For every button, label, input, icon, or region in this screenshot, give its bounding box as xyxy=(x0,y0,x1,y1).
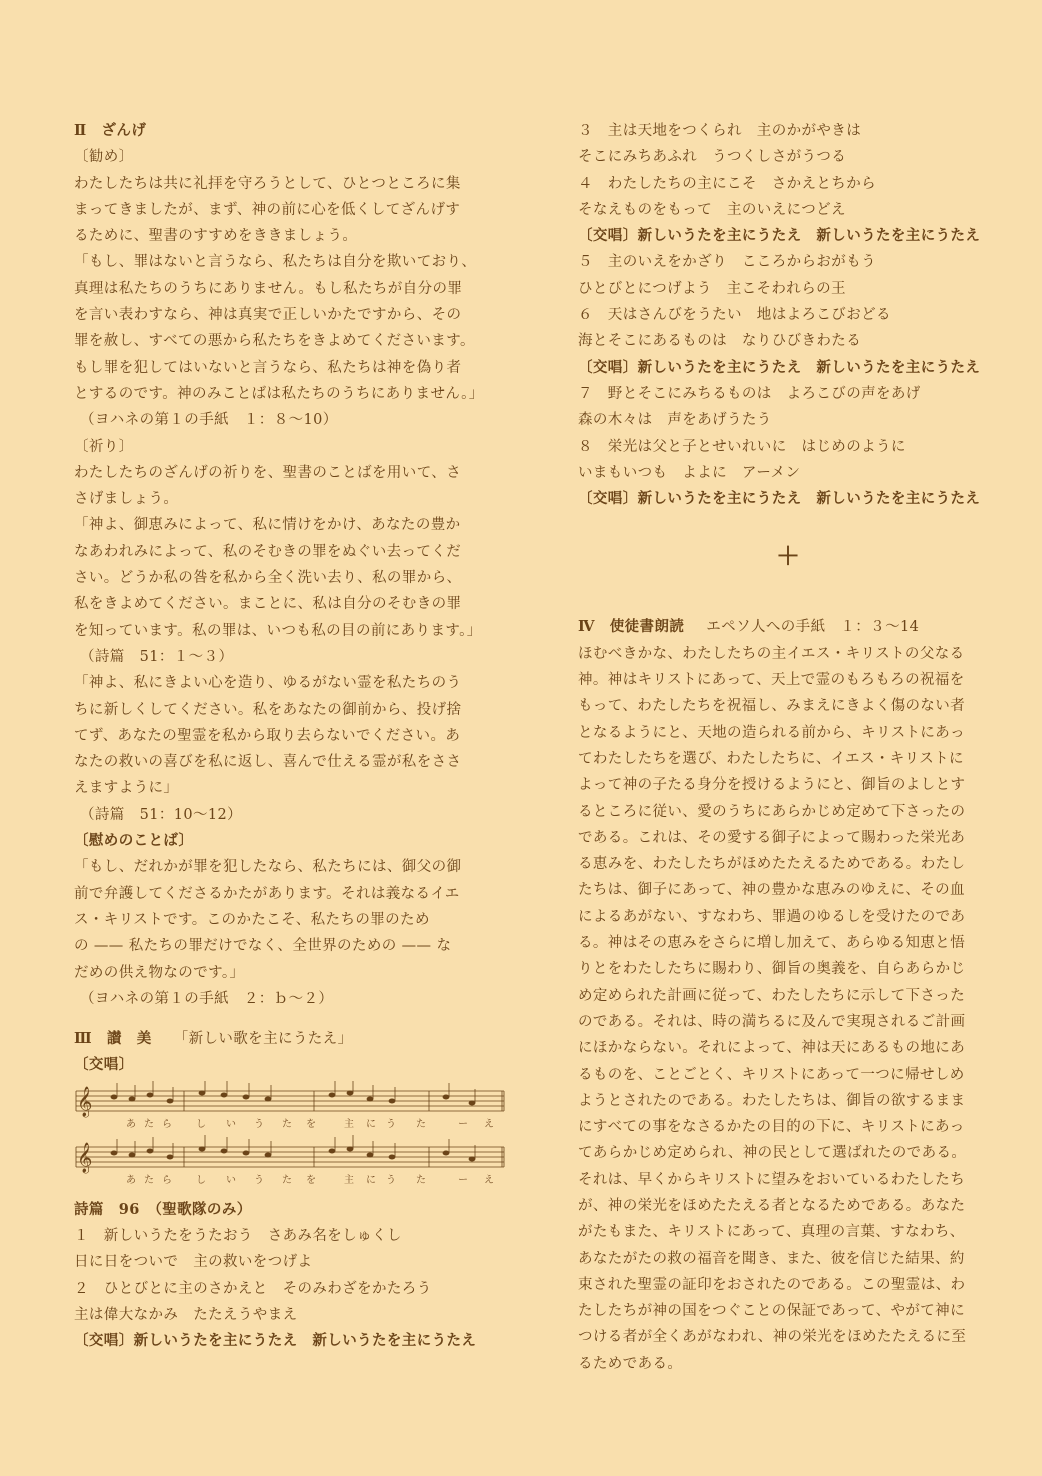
verse-line: ８ 栄光は父と子とせいれいに はじめのように xyxy=(578,438,906,455)
staff-2 xyxy=(76,1135,504,1174)
note-head xyxy=(443,1150,450,1155)
note-head xyxy=(389,1154,396,1159)
note-head xyxy=(243,1150,250,1155)
text-line: 私をきよめてください。まことに、私は自分のそむきの罪 xyxy=(74,596,462,613)
text-line: 神。神はキリストにあって、天上で霊のもろもろの祝福を xyxy=(578,672,965,689)
section-4-title: Ⅳ 使徒書朗読 xyxy=(578,618,685,636)
scripture-quote-3 xyxy=(74,670,514,801)
section-2-heading: Ⅱ ざんげ xyxy=(74,122,147,139)
psalm-verses-5-6 xyxy=(578,249,1018,354)
text-line: てず、あなたの聖霊を私から取り去らないでください。あ xyxy=(74,727,461,744)
lyric-syllable: う xyxy=(254,1174,264,1186)
psalm-verses xyxy=(74,1223,514,1328)
note-head xyxy=(443,1094,450,1099)
note-head xyxy=(329,1148,336,1153)
text-line: もって、わたしたちを祝福し、みまえにきよく傷のない者 xyxy=(578,698,966,715)
lyric-syllable: う xyxy=(386,1118,396,1130)
lyric-syllable: に xyxy=(366,1118,376,1130)
text-line: よって神の子たる身分を授けるようにと、御旨のよしとす xyxy=(578,777,966,794)
note-head xyxy=(147,1092,154,1097)
text-line: だめの供え物なのです。」 xyxy=(74,964,245,981)
note-head xyxy=(199,1146,206,1151)
text-line: とするのです。神のみことばは私たちのうちにありません。」 xyxy=(74,385,484,402)
note-head xyxy=(367,1096,374,1101)
scripture-quote-1 xyxy=(74,249,514,407)
note-head xyxy=(265,1152,272,1157)
text-line: 束された聖霊の証印をおされたのである。この聖霊は、わ xyxy=(578,1276,966,1293)
text-line: にほかならない。それによって、神は天にあるもの地にあ xyxy=(578,1040,966,1057)
treble-clef-icon: 𝄞 xyxy=(77,1086,93,1117)
note-head xyxy=(221,1092,228,1097)
note-head xyxy=(199,1090,206,1095)
treble-clef-icon: 𝄞 xyxy=(77,1142,93,1173)
text-line: ほむべきかな、わたしたちの主イエス・キリストの父なる xyxy=(578,645,965,662)
text-line: 「神よ、私にきよい心を造り、ゆるがない霊を私たちのう xyxy=(74,675,462,692)
verse-line: そこにみちあふれ うつくしさがうつる xyxy=(578,149,847,166)
note-head xyxy=(329,1092,336,1097)
lyric-syllable: に xyxy=(366,1174,376,1186)
lyric-syllable: あ xyxy=(126,1118,136,1130)
refrain-line: 〔交唱〕新しいうたを主にうたえ 新しいうたを主にうたえ xyxy=(74,1332,477,1350)
left-column xyxy=(74,118,514,1354)
lyric-syllable: ー xyxy=(458,1174,468,1186)
text-line: ちに新しくしてください。私をあなたの御前から、投げ捨 xyxy=(74,701,462,718)
lyric-syllable: 主 xyxy=(344,1118,354,1130)
text-line: わたしたちのざんげの祈りを、聖書のことばを用いて、さ xyxy=(74,464,462,481)
text-line: がたもまた、キリストにあって、真理の言葉、すなわち、 xyxy=(578,1224,965,1241)
lyrics-row-1 xyxy=(126,1118,494,1130)
subheading-koushou: 〔交唱〕 xyxy=(74,1056,134,1074)
staff-1 xyxy=(76,1081,504,1118)
verse-line: そなえものをもって 主のいえにつどえ xyxy=(578,201,846,218)
scripture-quote-4 xyxy=(74,854,514,985)
text-line: 「もし、罪はないと言うなら、私たちは自分を欺いており、 xyxy=(74,254,477,271)
text-line: め定められた計画に従って、わたしたちに示して下さった xyxy=(578,987,966,1004)
text-line: るところに従い、愛のうちにあらかじめ定めて下さったの xyxy=(578,803,966,820)
text-line: たちは、御子にあって、神の豊かな恵みのゆえに、その血 xyxy=(578,882,965,899)
note-head xyxy=(221,1148,228,1153)
text-line: 真理は私たちのうちにありません。もし私たちが自分の罪 xyxy=(74,280,463,297)
text-line: にすべての事をなさるかたの目的の下に、キリストにあっ xyxy=(578,1119,965,1136)
note-head xyxy=(147,1148,154,1153)
section-3-title: Ⅲ 讃 美 xyxy=(74,1030,152,1048)
psalm-verses-7-8 xyxy=(578,381,1018,486)
subheading-nagusame: 〔慰めのことば〕 xyxy=(74,832,194,850)
text-line: 「神よ、御恵みによって、私に情けをかけ、あなたの豊か xyxy=(74,517,461,534)
verse-line: 森の木々は 声をあげうたう xyxy=(578,412,772,429)
note-head xyxy=(265,1096,272,1101)
lyric-syllable: し xyxy=(196,1174,206,1186)
verse-line: ４ わたしたちの主にこそ さかえとちから xyxy=(578,175,876,192)
music-notation xyxy=(74,1081,514,1191)
text-line: るためである。 xyxy=(578,1355,683,1372)
exhortation-paragraph xyxy=(74,171,514,250)
music-score xyxy=(74,1081,514,1191)
hymn-title: 「新しい歌を主にうたえ」 xyxy=(173,1031,353,1048)
refrain-line: 〔交唱〕新しいうたを主にうたえ 新しいうたを主にうたえ xyxy=(578,227,981,245)
psalm-verses-3-4 xyxy=(578,118,1018,223)
note-head xyxy=(469,1156,476,1161)
text-line: を言い表わすなら、神は真実で正しいかたですから、その xyxy=(74,307,462,324)
lyric-syllable: た xyxy=(416,1174,426,1186)
text-line: さげましょう。 xyxy=(74,491,179,508)
note-head xyxy=(111,1094,118,1099)
note-head xyxy=(389,1098,396,1103)
text-line: るものを、ことごとく、キリストにあって一つに帰せしめ xyxy=(578,1066,965,1083)
verse-line: 海とそこにあるものは なりひびきわたる xyxy=(578,333,862,350)
lyric-syllable: ら xyxy=(162,1118,172,1130)
lyric-syllable: え xyxy=(484,1174,494,1186)
text-line: つける者が全くあがなわれ、神の栄光をほめたたえるに至 xyxy=(578,1329,967,1346)
scripture-reference-1: （ヨハネの第１の手紙 １：８～10） xyxy=(80,412,338,429)
lyric-syllable: い xyxy=(226,1118,236,1130)
verse-line: 日に日をついで 主の救いをつげよ xyxy=(74,1254,313,1271)
lyric-syllable: う xyxy=(254,1118,264,1130)
refrain-line: 〔交唱〕新しいうたを主にうたえ 新しいうたを主にうたえ xyxy=(578,490,981,508)
text-line: てあらかじめ定められ、神の民として選ばれたのである。 xyxy=(578,1145,967,1162)
note-head xyxy=(167,1098,174,1103)
lyric-syllable: ら xyxy=(162,1174,172,1186)
lyric-syllable: い xyxy=(226,1174,236,1186)
lyrics-row-2 xyxy=(126,1174,494,1186)
text-line: まってきましたが、まず、神の前に心を低くしてざんげす xyxy=(74,201,461,218)
note-head xyxy=(129,1096,136,1101)
scripture-reference-4: （ヨハネの第１の手紙 ２：ｂ～２） xyxy=(80,990,334,1007)
text-line: てわたしたちを選び、わたしたちに、イエス・キリストに xyxy=(578,750,964,767)
text-line: るために、聖書のすすめをききましょう。 xyxy=(74,228,358,245)
text-line: の —— 私たちの罪だけでなく、全世界のための —— な xyxy=(74,938,452,955)
section-4-heading xyxy=(578,614,1018,640)
lyric-syllable: た xyxy=(144,1174,154,1186)
scripture-reference-2: （詩篇 51：１～３） xyxy=(80,648,234,665)
verse-line: １ 新しいうたをうたおう さあみ名をしゅくし xyxy=(74,1227,402,1244)
note-head xyxy=(167,1154,174,1159)
text-line: 「もし、だれかが罪を犯したなら、私たちには、御父の御 xyxy=(74,859,462,876)
lyric-syllable: あ xyxy=(126,1174,136,1186)
note-head xyxy=(129,1152,136,1157)
verse-line: ３ 主は天地をつくられ 主のかがやきは xyxy=(578,123,862,139)
text-line: さい。どうか私の咎を私から全く洗い去り、私の罪から、 xyxy=(74,570,462,587)
text-line: なあわれみによって、私のそむきの罪をぬぐい去ってくだ xyxy=(74,543,462,560)
note-head xyxy=(243,1094,250,1099)
verse-line: ６ 天はさんびをうたい 地はよろこびおどる xyxy=(578,307,891,324)
verse-line: ２ ひとびとに主のさかえと そのみわざをかたろう xyxy=(74,1280,432,1297)
cross-icon: ＋ xyxy=(776,541,800,571)
text-line: のである。それは、時の満ちるに及んで実現されるご計画 xyxy=(578,1013,966,1030)
text-line: りとをわたしたちに賜わり、御旨の奥義を、自らあらかじ xyxy=(578,961,966,978)
text-line: が、神の栄光をほめたたえる者となるためである。あなた xyxy=(578,1197,966,1214)
text-line: ス・キリストです。このかたこそ、私たちの罪のため xyxy=(74,911,430,928)
verse-line: いまもいつも よよに アーメン xyxy=(578,464,801,481)
right-column xyxy=(578,118,1018,1377)
note-head xyxy=(347,1090,354,1095)
verse-line: ７ 野とそこにみちるものは よろこびの声をあげ xyxy=(578,385,921,402)
lyric-syllable: た xyxy=(144,1118,154,1130)
verse-line: ひとびとにつげよう 主こそわれらの王 xyxy=(578,280,846,297)
note-head xyxy=(347,1146,354,1151)
text-line: を知っています。私の罪は、いつも私の目の前にあります。」 xyxy=(74,622,482,639)
lyric-syllable: え xyxy=(484,1118,494,1130)
lyric-syllable: し xyxy=(196,1118,206,1130)
lyric-syllable: た xyxy=(282,1174,292,1186)
verse-line: 主は偉大なかみ たたえうやまえ xyxy=(74,1306,298,1323)
subheading-susume: 〔勧め〕 xyxy=(74,149,134,166)
scripture-quote-2 xyxy=(74,512,514,643)
verse-line: ５ 主のいえをかざり こころからおがもう xyxy=(578,254,876,271)
note-head xyxy=(367,1152,374,1157)
epistle-reading-body xyxy=(578,641,1018,1377)
text-line: 罪を赦し、すべての悪から私たちをきよめてくださいます。 xyxy=(74,333,475,350)
subheading-inori: 〔祈り〕 xyxy=(74,438,134,455)
lyric-syllable: た xyxy=(416,1118,426,1130)
text-line: もし罪を犯してはいないと言うなら、私たちは神を偽り者 xyxy=(74,359,462,376)
prayer-paragraph xyxy=(74,460,514,513)
lyric-syllable: た xyxy=(282,1118,292,1130)
refrain-line: 〔交唱〕新しいうたを主にうたえ 新しいうたを主にうたえ xyxy=(578,358,981,376)
psalm-heading: 詩篇 96 （聖歌隊のみ） xyxy=(74,1200,252,1218)
text-line: る。神はその恵みをさらに増し加えて、あらゆる知恵と悟 xyxy=(578,935,966,952)
note-head xyxy=(469,1100,476,1105)
section-4-reference: エペソ人への手紙 １：３～14 xyxy=(706,619,920,636)
text-line: それは、早くからキリストに望みをおいているわたしたち xyxy=(578,1171,966,1188)
text-line: となるようにと、天地の造られる前から、キリストにあっ xyxy=(578,724,965,741)
text-line: 前で弁護してくださるかたがあります。それは義なるイエ xyxy=(74,885,460,902)
text-line: たしたちが神の国をつぐことの保証であって、やがて神に xyxy=(578,1303,965,1320)
text-line: によるあがない、すなわち、罪過のゆるしを受けたのであ xyxy=(578,908,966,925)
lyric-syllable: を xyxy=(306,1118,316,1130)
lyric-syllable: 主 xyxy=(344,1174,354,1186)
text-line: る恵みを、わたしたちがほめたたえるためである。わたし xyxy=(578,856,966,873)
lyric-syllable: う xyxy=(386,1174,396,1186)
text-line: あなたがたの救の福音を聞き、また、彼を信じた結果、約 xyxy=(578,1250,965,1267)
scripture-reference-3: （詩篇 51：10～12） xyxy=(80,806,243,823)
note-head xyxy=(111,1150,118,1155)
text-line: えますように」 xyxy=(74,780,179,797)
text-line: である。これは、その愛する御子によって賜わった栄光あ xyxy=(578,829,966,846)
text-line: ようとされたのである。わたしたちは、御旨の欲するまま xyxy=(578,1092,966,1109)
lyric-syllable: を xyxy=(306,1174,316,1186)
section-3-heading xyxy=(74,1026,514,1052)
text-line: わたしたちは共に礼拝を守ろうとして、ひとつところに集 xyxy=(74,175,461,192)
lyric-syllable: ー xyxy=(458,1118,468,1130)
text-line: なたの救いの喜びを私に返し、喜んで仕える霊が私をささ xyxy=(74,754,462,771)
